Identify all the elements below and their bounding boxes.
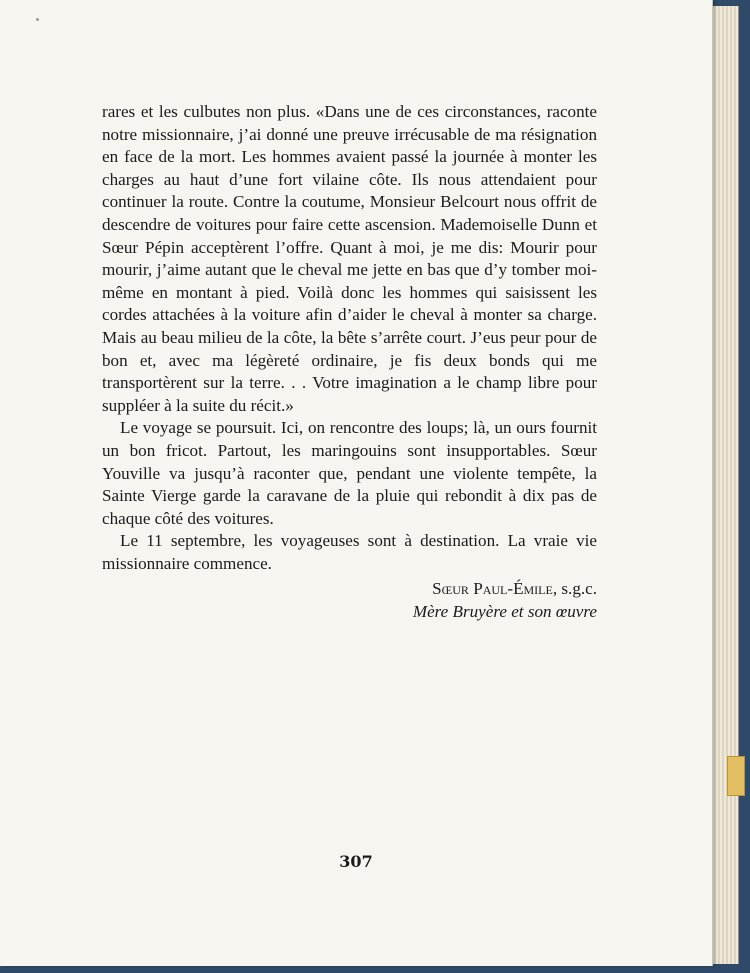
attribution-author: Sœur Paul-Émile — [432, 579, 553, 599]
page-number: 307 — [339, 852, 373, 871]
attribution-suffix: , s.g.c. — [552, 579, 597, 599]
paper-speck — [36, 18, 39, 21]
attribution-source: Mère Bruyère et son œuvre — [412, 602, 597, 622]
paragraph-1: rares et les culbutes non plus. «Dans une de ces circonstances, raconte notre missionnaire, j’ai donné une preuve irrécusable de ma résignation en face de la mort. Les hommes avaient passé la journée à monter les charges au haut d’une fort vilaine côte. Ils nous attendaient pour continuer la route. Contre la coutume, Monsieur Belcourt nous offrit de descendre de voitures pour faire cette ascension. Mademoiselle Dunn et Sœur Pépin acceptèrent l’offre. Quant à moi, je me dis: Mourir pour mourir, j’aime autant que le cheval me jette en bas que d’y tomber moi-même en montant à pied. Voilà donc les hommes qui saisissent les cordes attachées à la voiture afin d’aider le cheval à monter sa charge. Mais au beau milieu de la côte, la bête s’arrête court. J’eus peur pour de bon et, avec ma légèreté ordinaire, je fis deux bonds qui me transportèrent sur la terre. . . Votre imagination a le champ libre pour suppléer à la suite du récit.» — [102, 102, 597, 415]
attribution-author-line — [102, 578, 597, 601]
bookmark-ribbon — [727, 756, 745, 796]
paragraph-3: Le 11 septembre, les voyageuses sont à destination. La vraie vie missionnaire commence. — [102, 531, 597, 573]
body-text — [102, 101, 597, 624]
paragraph-2: Le voyage se poursuit. Ici, on rencontre des loups; là, un ours fournit un bon fricot. Partout, les maringouins sont insupportables. Sœur Youville va jusqu’à raconter que, pendant une violente tempête, la Sainte Vierge garde la caravane de la pluie qui rebondit à dix pas de chaque côté des voitures. — [102, 418, 597, 528]
